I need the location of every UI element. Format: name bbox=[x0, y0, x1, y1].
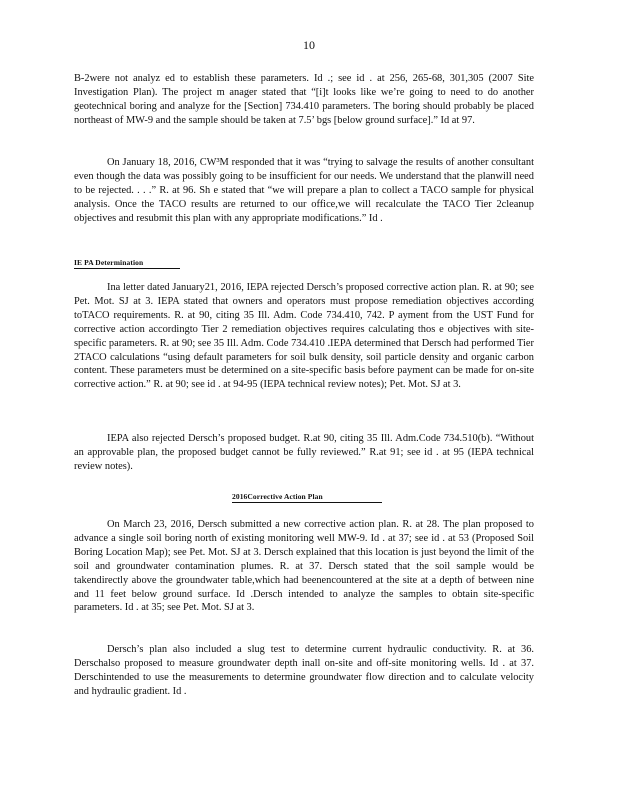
paragraph-iepa-rejection: Ina letter dated January21, 2016, IEPA rejected Dersch’s proposed corrective action plan. R. at 90; see Pet. Mot. SJ at 3. IEPA stated that owners and operators must propose remediation objectives according toTACO requirements. R. at 90, citing 35 Ill. Adm. Code 734.410, 742. P ayment from the UST Fund for corrective action accordingto Tier 2 remediation objectives requires calculating thos e objectives with site-specific parameters. R. at 90; see 35 Ill. Adm. Code 734.410 .IEPA determined that Dersch had performed Tier 2TACO calculations “using default parameters for soil bulk density, soil particle density and organic carbon content. These parameters must be determined on a site-specific basis before payment can be made for on-site corrective action.” R. at 90; see id . at 94-95 (IEPA technical review notes); Pet. Mot. SJ at 3. bbox=[74, 282, 534, 391]
paragraph-budget-rejection: IEPA also rejected Dersch’s proposed budget. R.at 90, citing 35 Ill. Adm.Code 734.510(b). “Without an approvable plan, the proposed budget cannot be fully reviewed.” R.at 91; see id . at 95 (IEPA technical review notes). bbox=[74, 433, 534, 472]
section-heading-2016-corrective-action-plan: 2016Corrective Action Plan bbox=[232, 492, 382, 503]
paragraph-new-plan: On March 23, 2016, Dersch submitted a new corrective action plan. R. at 28. The plan proposed to advance a single soil boring north of existing monitoring well MW-9. Id . at 37; see id . at 53 (Proposed Soil Boring Location Map); see Pet. Mot. SJ at 3. Dersch explained that this location is just beyond the limit of the soil and groundwater contamination plumes. R. at 37. Dersch stated that the soil sample would be takendirectly above the groundwater table,which had beenencountered at the site at a depth of between nine and 11 feet below ground surface. Id .Dersch intended to analyze the samples to obtain site-specific parameters. Id . at 35; see Pet. Mot. SJ at 3. bbox=[74, 519, 534, 614]
paragraph-cw3m-response: On January 18, 2016, CW³M responded that it was “trying to salvage the results of another consultant even though the data was possibly going to be insufficient for our needs. We understand that the planwill need to be rejected. . . .” R. at 96. Sh e stated that “we will prepare a plan to collect a TACO sample for physical analysis. Once the TACO results are returned to our office,we will recalculate the TACO Tier 2cleanup objectives and resubmit this plan with any appropriate modifications.” Id . bbox=[74, 157, 534, 224]
paragraph-site-investigation: B-2were not analyz ed to establish these parameters. Id .; see id . at 256, 265-68, 301,305 (2007 Site Investigation Plan). The project m anager stated that “[i]t looks like we’re going to need to do another geotechnical boring and analyze for the [Section] 734.410 parameters. The boring should probably be placed northeast of MW-9 and the sample should be taken at 7.5’ bgs [below ground surface].” Id at 97. bbox=[74, 73, 534, 126]
paragraph-slug-test: Dersch’s plan also included a slug test to determine current hydraulic conductivity. R. at 36. Derschalso proposed to measure groundwater depth inall on-site and off-site monitoring wells. Id . at 37. Derschintended to use the measurements to determine groundwater flow direction and to calculate velocity and hydraulic gradient. Id . bbox=[74, 644, 534, 697]
section-heading-iepa-determination: IE PA Determination bbox=[74, 258, 180, 269]
page-number: 10 bbox=[303, 38, 315, 52]
